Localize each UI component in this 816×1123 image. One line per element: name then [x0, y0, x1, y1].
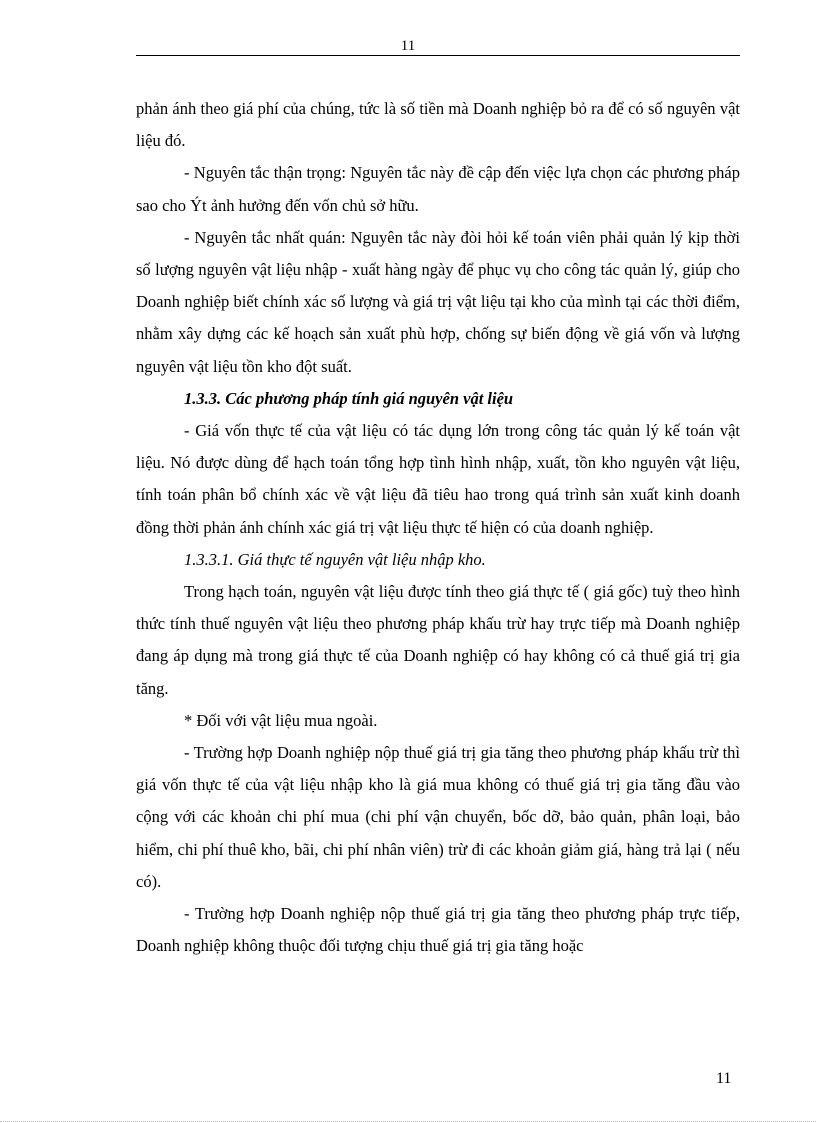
header-page-number: 11 — [400, 38, 416, 54]
subsection-heading: 1.3.3.1. Giá thực tế nguyên vật liệu nhập kho. — [184, 549, 486, 569]
paragraph: - Giá vốn thực tế của vật liệu có tác dụng lớn trong công tác quản lý kế toán vật liệu. Nó được dùng để hạch toán tổng hợp tình hình nhập, xuất, tồn kho nguyên vật liệu, tính toán phân bổ chính xác về vật liệu đã tiêu hao trong quá trình sản xuất kinh doanh đồng thời phản ánh chính xác giá trị vật liệu thực tế hiện có của doanh nghiệp. — [136, 421, 740, 537]
paragraph: - Nguyên tắc thận trọng: Nguyên tắc này đề cập đến việc lựa chọn các phương pháp sao cho Ýt ảnh hưởng đến vốn chủ sở hữu. — [136, 163, 740, 215]
paragraph: Trong hạch toán, nguyên vật liệu được tính theo giá thực tế ( giá gốc) tuỳ theo hình thức tính thuế nguyên vật liệu theo phương pháp khấu trừ hay trực tiếp mà Doanh nghiệp đang áp dụng mà trong giá thực tế của Doanh nghiệp có hay không có cả thuế giá trị gia tăng. — [136, 582, 740, 698]
paragraph: - Trường hợp Doanh nghiệp nộp thuế giá trị gia tăng theo phương pháp trực tiếp, Doanh nghiệp không thuộc đối tượng chịu thuế giá trị gia tăng hoặc — [136, 904, 740, 956]
paragraph: * Đối với vật liệu mua ngoài. — [184, 710, 378, 730]
footer-page-number: 11 — [716, 1070, 732, 1087]
paragraph: - Trường hợp Doanh nghiệp nộp thuế giá trị gia tăng theo phương pháp khấu trừ thì giá vốn thực tế của vật liệu nhập kho là giá mua không có thuế giá trị gia tăng đầu vào cộng với các khoản chi phí mua (chi phí vận chuyển, bốc dỡ, bảo quản, phân loại, bảo hiểm, chi phí thuê kho, bãi, chi phí nhân viên) trừ đi các khoản giảm giá, hàng trả lại ( nếu có). — [136, 743, 740, 891]
paragraph: - Nguyên tắc nhất quán: Nguyên tắc này đòi hỏi kế toán viên phải quản lý kịp thời số lượng nguyên vật liệu nhập - xuất hàng ngày để phục vụ cho công tác quản lý, giúp cho Doanh nghiệp biết chính xác số lượng và giá trị vật liệu tại kho của mình tại các thời điểm, nhằm xây dựng các kế hoạch sản xuất phù hợp, chống sự biến động về giá vốn và lượng nguyên vật liệu tồn kho đột suất. — [136, 227, 740, 376]
paragraph: phản ánh theo giá phí của chúng, tức là số tiền mà Doanh nghiệp bỏ ra để có số nguyên vật liệu đó. — [136, 99, 740, 151]
page-bottom-divider — [0, 1121, 816, 1122]
header-rule — [136, 55, 740, 56]
section-heading: 1.3.3. Các phương pháp tính giá nguyên vật liệu — [184, 388, 514, 408]
page-body — [136, 93, 740, 962]
